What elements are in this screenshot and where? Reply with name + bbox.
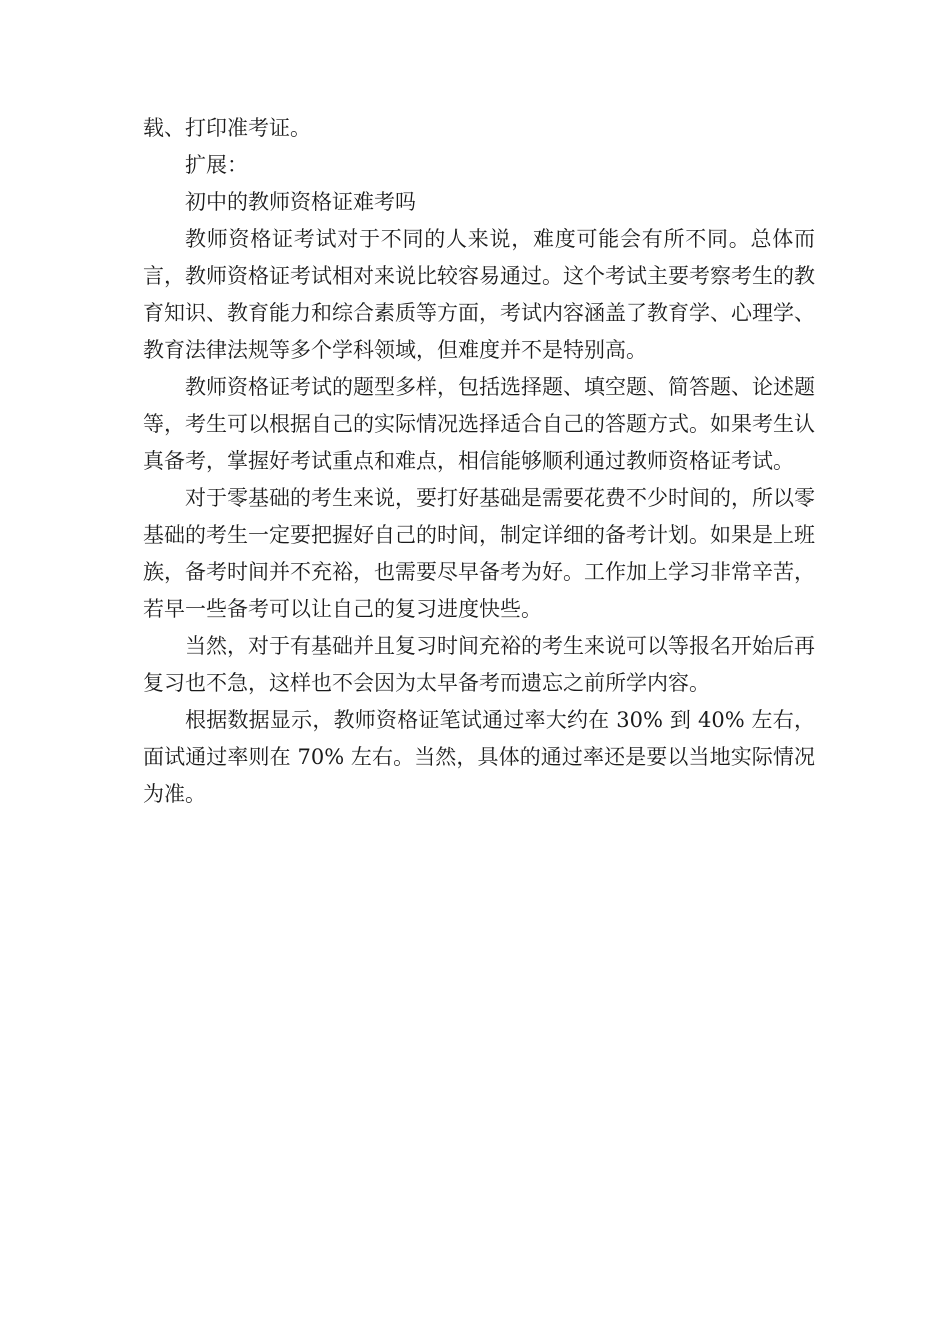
paragraph-question-types: 教师资格证考试的题型多样，包括选择题、填空题、简答题、论述题等，考生可以根据自己的实际情况选择适合自己的答题方式。如果考生认真备考，掌握好考试重点和难点，相信能够顺利通过教师资格证考试。 [143,375,815,473]
document-body [143,110,815,813]
paragraph-pass-rate: 根据数据显示，教师资格证笔试通过率大约在 30% 到 40% 左右，面试通过率则在 70% 左右。当然，具体的通过率还是要以当地实际情况为准。 [143,708,815,806]
paragraph-difficulty: 教师资格证考试对于不同的人来说，难度可能会有所不同。总体而言，教师资格证考试相对来说比较容易通过。这个考试主要考察考生的教育知识、教育能力和综合素质等方面，考试内容涵盖了教育学、心理学、教育法律法规等多个学科领域，但难度并不是特别高。 [143,227,815,362]
paragraph-experienced: 当然，对于有基础并且复习时间充裕的考生来说可以等报名开始后再复习也不急，这样也不会因为太早备考而遗忘之前所学内容。 [143,634,815,695]
paragraph-extension-label: 扩展： [185,153,248,177]
paragraph-continuation: 载、打印准考证。 [143,116,311,140]
paragraph-beginners: 对于零基础的考生来说，要打好基础是需要花费不少时间的，所以零基础的考生一定要把握好自己的时间，制定详细的备考计划。如果是上班族，备考时间并不充裕，也需要尽早备考为好。工作加上学习非常辛苦，若早一些备考可以让自己的复习进度快些。 [143,486,815,621]
section-heading: 初中的教师资格证难考吗 [185,190,416,214]
